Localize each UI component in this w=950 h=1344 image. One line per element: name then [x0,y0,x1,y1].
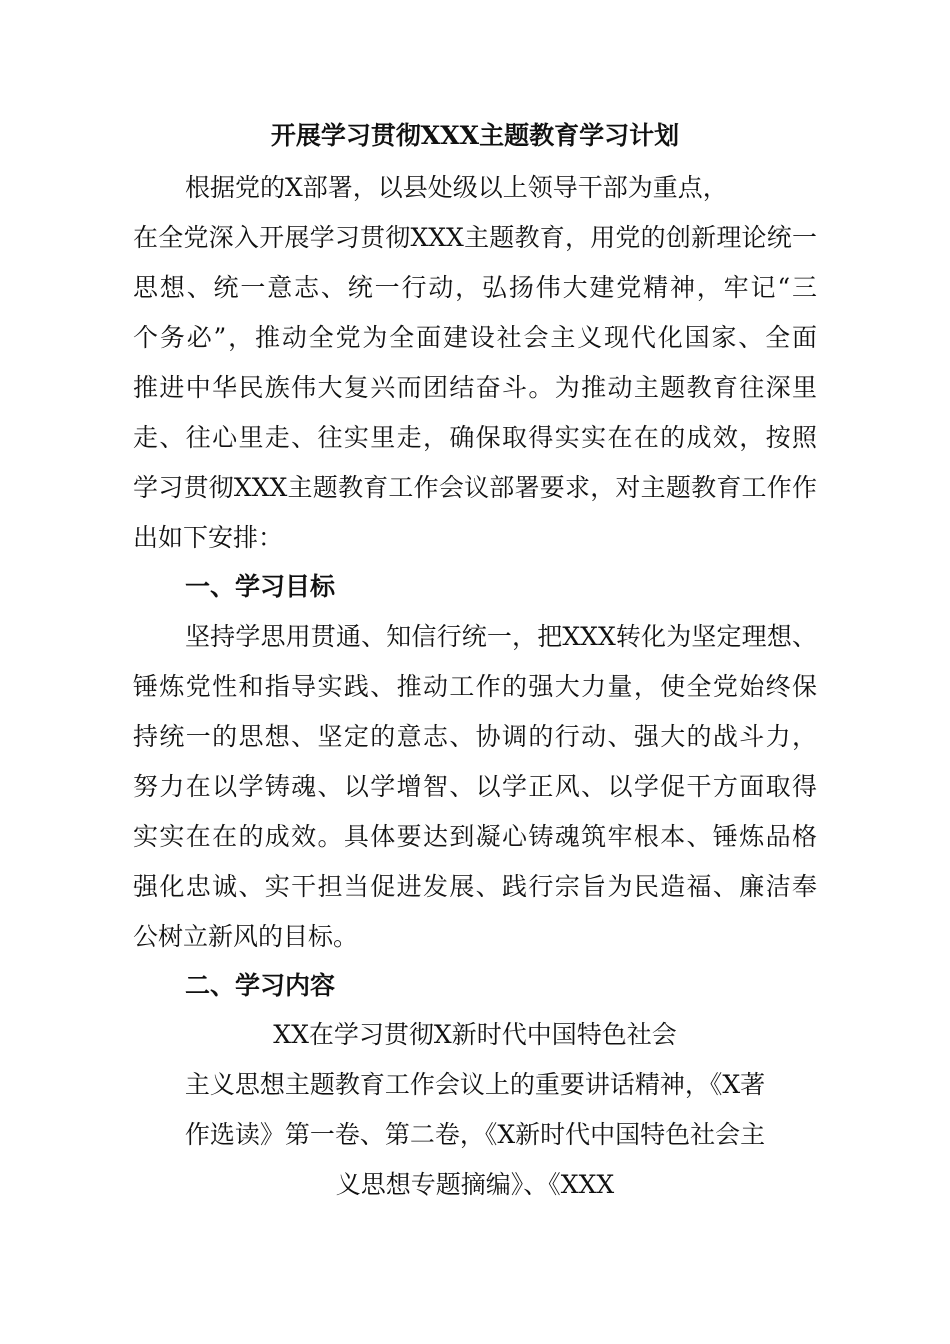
goals-line: 努力在以学铸魂、以学增智、以学正风、以学促干方面取得 [133,772,817,801]
intro-line: 个务必”，推动全党为全面建设社会主义现代化国家、全面 [133,323,817,352]
goals-line: 坚持学思用贯通、知信行统一，把XXX转化为坚定理想、 [185,622,817,651]
content-line: XX在学习贯彻X新时代中国特色社会 [273,1020,677,1049]
intro-line: 推进中华民族伟大复兴而团结奋斗。为推动主题教育往深里 [133,373,817,402]
intro-line: 走、往心里走、往实里走，确保取得实实在在的成效，按照 [133,423,817,452]
content-line: 主义思想主题教育工作会议上的重要讲话精神，《X著 [184,1070,766,1099]
intro-line: 根据党的X部署，以县处级以上领导干部为重点， [185,173,728,202]
goals-line: 锤炼党性和指导实践、推动工作的强大力量，使全党始终保 [133,672,817,701]
section-heading-content: 二、学习内容 [185,971,336,1000]
goals-line: 公树立新风的目标。 [133,922,359,951]
content-line: 作选读》第一卷、第二卷，《X新时代中国特色社会主 [184,1120,766,1149]
goals-line: 持统一的思想、坚定的意志、协调的行动、强大的战斗力， [133,722,817,751]
document-title: 开展学习贯彻XXX主题教育学习计划 [270,121,680,150]
section-heading-goals: 一、学习目标 [185,572,336,601]
content-line: 义思想专题摘编》、《XXX [335,1170,615,1199]
intro-line: 出如下安排： [133,523,284,552]
intro-line: 思想、统一意志、统一行动，弘扬伟大建党精神，牢记“三 [133,273,817,302]
intro-line: 学习贯彻XXX主题教育工作会议部署要求，对主题教育工作作 [133,473,817,502]
goals-line: 强化忠诚、实干担当促进发展、践行宗旨为民造福、廉洁奉 [133,872,817,901]
intro-line: 在全党深入开展学习贯彻XXX主题教育，用党的创新理论统一 [133,223,817,252]
goals-line: 实实在在的成效。具体要达到凝心铸魂筑牢根本、锤炼品格 [133,822,817,851]
